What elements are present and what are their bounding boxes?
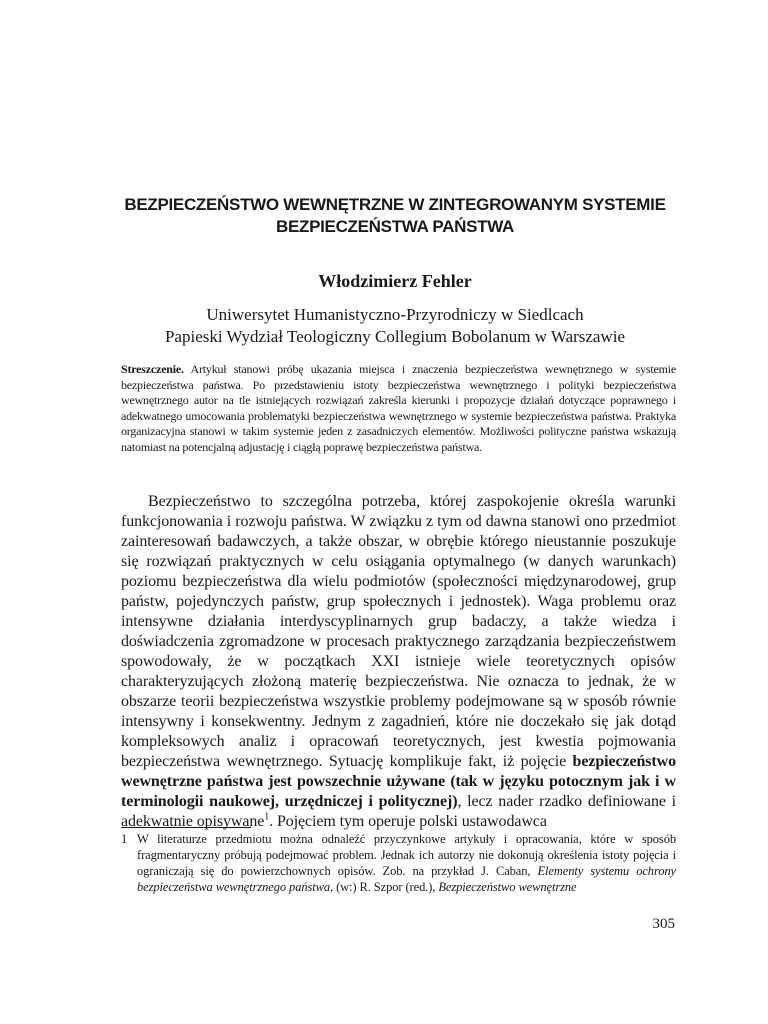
affiliation-2: Papieski Wydział Teologiczny Collegium Bobolanum w Warszawie — [164, 327, 626, 346]
abstract — [121, 362, 676, 456]
body-text — [121, 492, 676, 832]
author-name: Włodzimierz Fehler — [318, 271, 472, 291]
footnote-italic-title-2: Bezpieczeństwo wewnętrzne — [438, 880, 577, 894]
footnote-italic-title-1: Elementy systemu ochrony bezpieczeństwa wewnętrznego państwa — [137, 864, 676, 894]
title-line-1: BEZPIECZEŃSTWO WEWNĘTRZNE W ZINTEGROWANYM SYSTEMIE — [124, 195, 666, 214]
affiliation-1: Uniwersytet Humanistyczno-Przyrodniczy w Siedlcach — [206, 305, 584, 324]
page-number: 305 — [652, 916, 675, 932]
abstract-text: Artykuł stanowi próbę ukazania miejsca i znaczenia bezpieczeństwa wewnętrznego w systemie bezpieczeństwa państwa. Po przedstawieniu istoty bezpieczeństwa wewnętrznego i polityki bezpieczeństwa wewnętrznego autor na tle istniejących rozwiązań zakreśla kierunki i propozycje działań dotyczące poprawnego i adekwatnego umocowania problematyki bezpieczeństwa wewnętrznego w systemie bezpieczeństwa państwa. Praktyka organizacyjna stanowi w takim systemie jeden z zasadniczych elementów. Możliwości polityczne państwa wskazują natomiast na potencjalną adjustację i ciągłą poprawę bezpieczeństwa państwa. — [121, 362, 676, 454]
footnote-text-start: W literaturze przedmiotu można odnaleźć przyczynkowe artykuły i opracowania, które w sposób fragmentaryczny próbują podejmować problem. Jednak ich autorzy nie dokonują określenia istoty pojęcia i ograniczają się do powierzchownych opisów. Zob. na przykład J. Caban, — [137, 832, 676, 878]
article-title — [100, 194, 690, 238]
body-text-middle: , lecz nader rzadko definiowane i adekwatnie opisywane — [121, 793, 676, 830]
footnote — [121, 831, 676, 895]
body-text-start: Bezpieczeństwo to szczególna potrzeba, której zaspokojenie określa warunki funkcjonowania i rozwoju państwa. W związku z tym od dawna stanowi ono przedmiot zainteresowań badawczych, a także obszar, w obrębie którego nieustannie poszukuje się rozwiązań praktycznych w celu osiągania optymalnego (w danych warunkach) poziomu bezpieczeństwa dla wielu podmiotów (społeczności międzynarodowej, grup państw, pojedynczych państw, grup społecznych i jednostek). Waga problemu oraz intensywne działania interdyscyplinarnych grup badaczy, a także wiedza i doświadczenia zgromadzone w procesach praktycznego zarządzania bezpieczeństwem spowodowały, że w początkach XXI istnieje wiele teoretycznych opisów charakteryzujących złożoną materię bezpieczeństwa. Nie oznacza to jednak, że w obszarze teorii bezpieczeństwa wszystkie problemy podejmowane są w sposób równie intensywny i konsekwentny. Jednym z zagadnień, które nie doczekało się jak dotąd kompleksowych analiz i opracowań teoretycznych, jest kwestia pojmowania bezpieczeństwa wewnętrznego. Sytuację komplikuje fakt, iż pojęcie — [121, 493, 676, 770]
footnote-divider — [121, 827, 251, 828]
footnote-reference[interactable]: 1 — [264, 811, 270, 823]
footnote-text-middle: , (w:) R. Szpor (red.), — [330, 880, 439, 894]
body-bold-phrase: bezpieczeństwo wewnętrzne państwa jest powszechnie używane (tak w języku potocznym jak i w terminologii naukowej, urzędniczej i politycznej) — [121, 753, 676, 810]
body-text-end: . Pojęciem tym operuje polski ustawodawca — [269, 813, 547, 830]
abstract-label: Streszczenie. — [121, 362, 184, 376]
body-paragraph — [121, 492, 676, 832]
footnote-number: 1 — [121, 832, 128, 846]
title-line-2: BEZPIECZEŃSTWA PAŃSTWA — [275, 217, 515, 236]
author-affiliations — [100, 304, 690, 348]
